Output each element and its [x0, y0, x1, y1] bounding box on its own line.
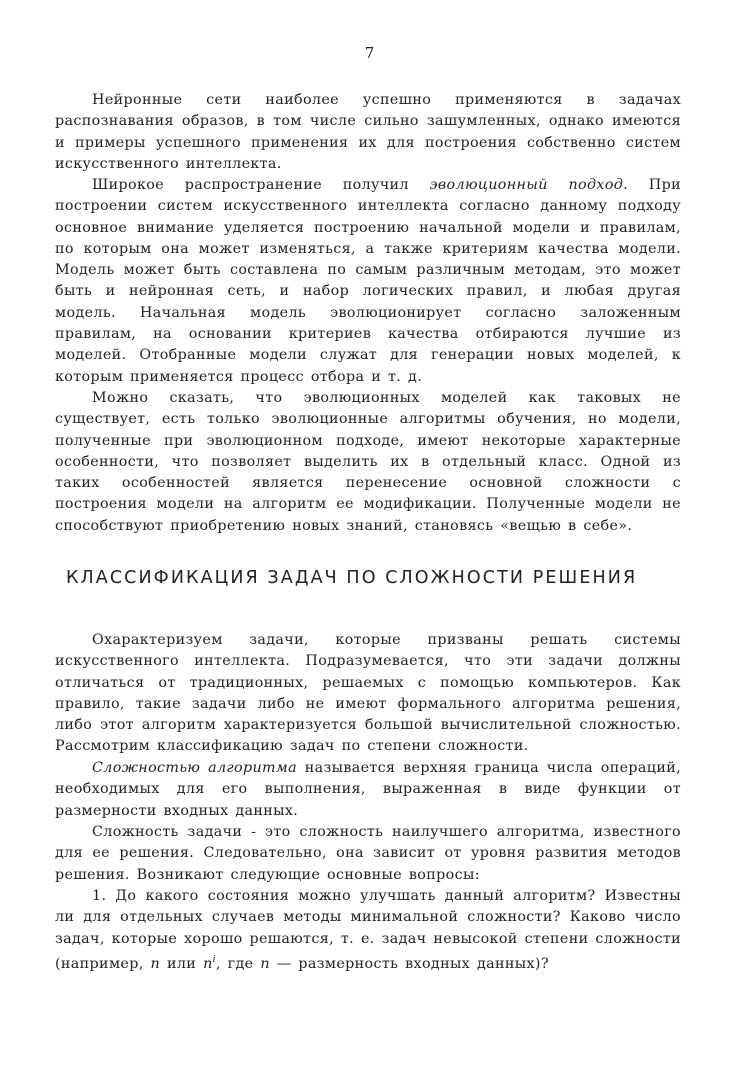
- variable-n: n: [260, 955, 270, 972]
- paragraph-algorithm-complexity: [55, 758, 681, 822]
- section-heading: КЛАССИФИКАЦИЯ ЗАДАЧ ПО СЛОЖНОСТИ РЕШЕНИЯ: [66, 568, 638, 588]
- text-span: Широкое распространение получил: [92, 177, 430, 193]
- superscript-i: i: [212, 954, 216, 965]
- paragraph-neural-networks: Нейронные сети наиболее успешно применяются в задачах распознавания образов, в том числе сильно зашумленных, однако имеются и примеры успешного применения их для построения собственно систем искусственного интеллекта.: [55, 92, 681, 172]
- text-span: 1. До какого состояния можно улучшать данный алгоритм? Известны ли для отдельных случаев методы минимальной сложности? Каково число задач, которые хорошо решаются, т. е. задач невысокой степени сложности (например,: [55, 888, 681, 972]
- paragraph-task-characterization: Охарактеризуем задачи, которые призваны решать системы искусственного интеллекта. Подразумевается, что эти задачи должны отличаться от традиционных, решаемых с помощью компьютеров. Как правило, такие задачи либо не имеют формального алгоритма решения, либо этот алгоритм характеризуется большой вычислительной сложностью. Рассмотрим классификацию задач по степени сложности.: [55, 632, 681, 755]
- paragraph-task-complexity: Сложность задачи - это сложность наилучшего алгоритма, известного для ее решения. Следовательно, она зависит от уровня развития методов решения. Возникают следующие основные вопросы:: [55, 824, 681, 883]
- emphasis-evolutionary-approach: эволюционный подход.: [429, 177, 629, 193]
- text-span: При построении систем искусственного интеллекта согласно данному подходу основное внимание уделяется построению начальной модели и правилам, по которым она может изменяться, а также критериям качества модели. Модель может быть составлена по самым различным методам, это может быть и нейронная сеть, и набор логических правил, и любая другая модель. Начальная модель эволюционирует согласно заложенным правилам, на основании критериев качества отбираются лучшие из моделей. Отобранные модели служат для генерации новых моделей, к которым применяется процесс отбора и т. д.: [55, 177, 681, 385]
- variable-n: n: [203, 955, 213, 972]
- paragraph-question-1: [55, 886, 681, 975]
- paragraph-evolutionary-approach: [55, 175, 681, 388]
- paragraph-evolutionary-models: Можно сказать, что эволюционных моделей как таковых не существует, есть только эволюционные алгоритмы обучения, но модели, полученные при эволюционном подходе, имеют некоторые характерные особенности, что позволяет выделить их в отдельный класс. Одной из таких особенностей является перенесение основной сложности с построения модели на алгоритм ее модификации. Полученные модели не способствуют приобретению новых знаний, становясь «вещью в себе».: [55, 390, 681, 534]
- text-span: или: [160, 955, 204, 972]
- text-span: называется верхняя граница числа операций, необходимых для его выполнения, выраженная в виде функции от размерности входных данных.: [55, 760, 681, 819]
- variable-n: n: [150, 955, 161, 972]
- text-span: — размерность входных данных)?: [269, 955, 549, 972]
- text-span: , где: [215, 955, 261, 972]
- emphasis-algorithm-complexity: Сложностью алгоритма: [92, 760, 297, 776]
- page-number: 7: [364, 44, 375, 62]
